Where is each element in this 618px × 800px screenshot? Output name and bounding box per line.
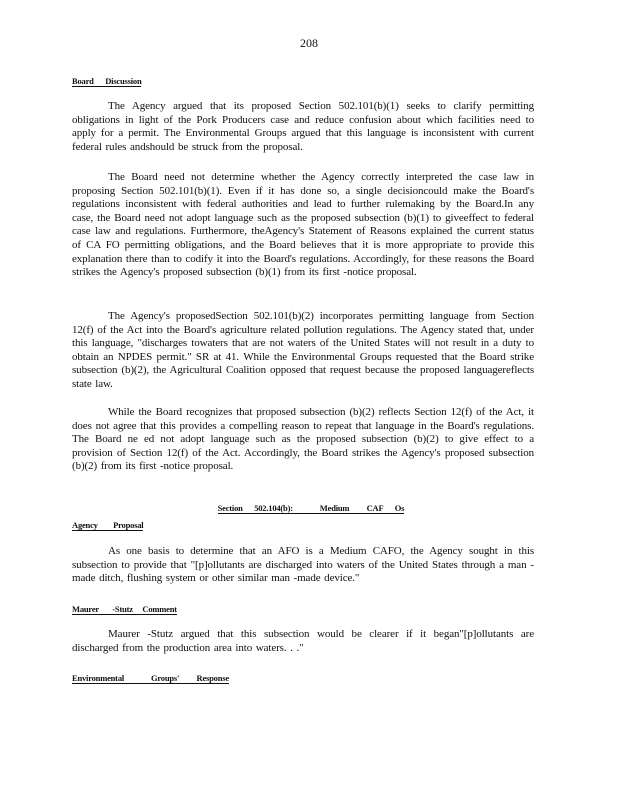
heading-environmental-groups-response: Environmental Groups' Response: [72, 673, 229, 683]
paragraph-3: The Agency's proposedSection 502.101(b)(2) incorporates permitting language from Section 12(f) of the Act into the Board's agriculture related pollution regulations. The Agency stated that, under this language, "discharges towaters that are not waters of the United States will not result in a duty to obtain an NPDES permit." SR at 41. While the Environmental Groups requested that the Board strike subsection (b)(2), the Agricultural Coalition opposed that request because the proposed languagereflects state law.: [72, 310, 534, 390]
paragraph-1: The Agency argued that its proposed Section 502.101(b)(1) seeks to clarify permitting obligations in light of the Pork Producers case and reduce confusion about which facilities need to apply for a permit. The Environmental Groups argued that this language is inconsistent with current federal rules andshould be struck from the proposal.: [72, 100, 534, 153]
paragraph-4: While the Board recognizes that proposed subsection (b)(2) reflects Section 12(f) of the Act, it does not agree that this provides a compelling reason to repeat that language in the Board's regulations. The Board ne ed not adopt language such as the proposed subsection (b)(2) to give effect to a provision of Section 12(f) of the Act. Accordingly, the Board strikes the Agency's proposed subsection (b)(2) from its first -notice proposal.: [72, 406, 534, 473]
paragraph-2: The Board need not determine whether the Agency correctly interpreted the case law in proposing Section 502.101(b)(1). Even if it has done so, a single decisioncould make the Board's regulations inconsistent with federal authorities and lead to further rulemaking by the Board.In any case, the Board need not adopt language such as the proposed subsection (b)(1) to giveeffect to federal case law and regulations. Furthermore, theAgency's Statement of Reasons explained the current status of CA FO permitting obligations, and the Board believes that it is more appropriate to provide this explanation there than to codify it into the Board's regulations. Accordingly, for these reasons the Board strikes the Agency's proposed subsection (b)(1) from its first -notice proposal.: [72, 171, 534, 279]
heading-section-502-104-b: [0, 493, 618, 513]
paragraph-6: Maurer -Stutz argued that this subsection would be clearer if it began"[p]ollutants are discharged from the production area into waters. . .": [72, 628, 534, 654]
heading-maurer-stutz-comment: Maurer -Stutz Comment: [72, 604, 177, 614]
page-number: 208: [300, 36, 318, 50]
paragraph-5: As one basis to determine that an AFO is a Medium CAFO, the Agency sought in this subsection to provide that "[p]ollutants are discharged into waters of the United States through a man -made ditch, flushing system or other similar man -made device.": [72, 545, 534, 585]
section-title-text: Section 502.104(b): Medium CAF Os: [217, 503, 405, 513]
heading-board-discussion: Board Discussion: [72, 76, 142, 86]
heading-agency-proposal: Agency Proposal: [72, 520, 144, 530]
